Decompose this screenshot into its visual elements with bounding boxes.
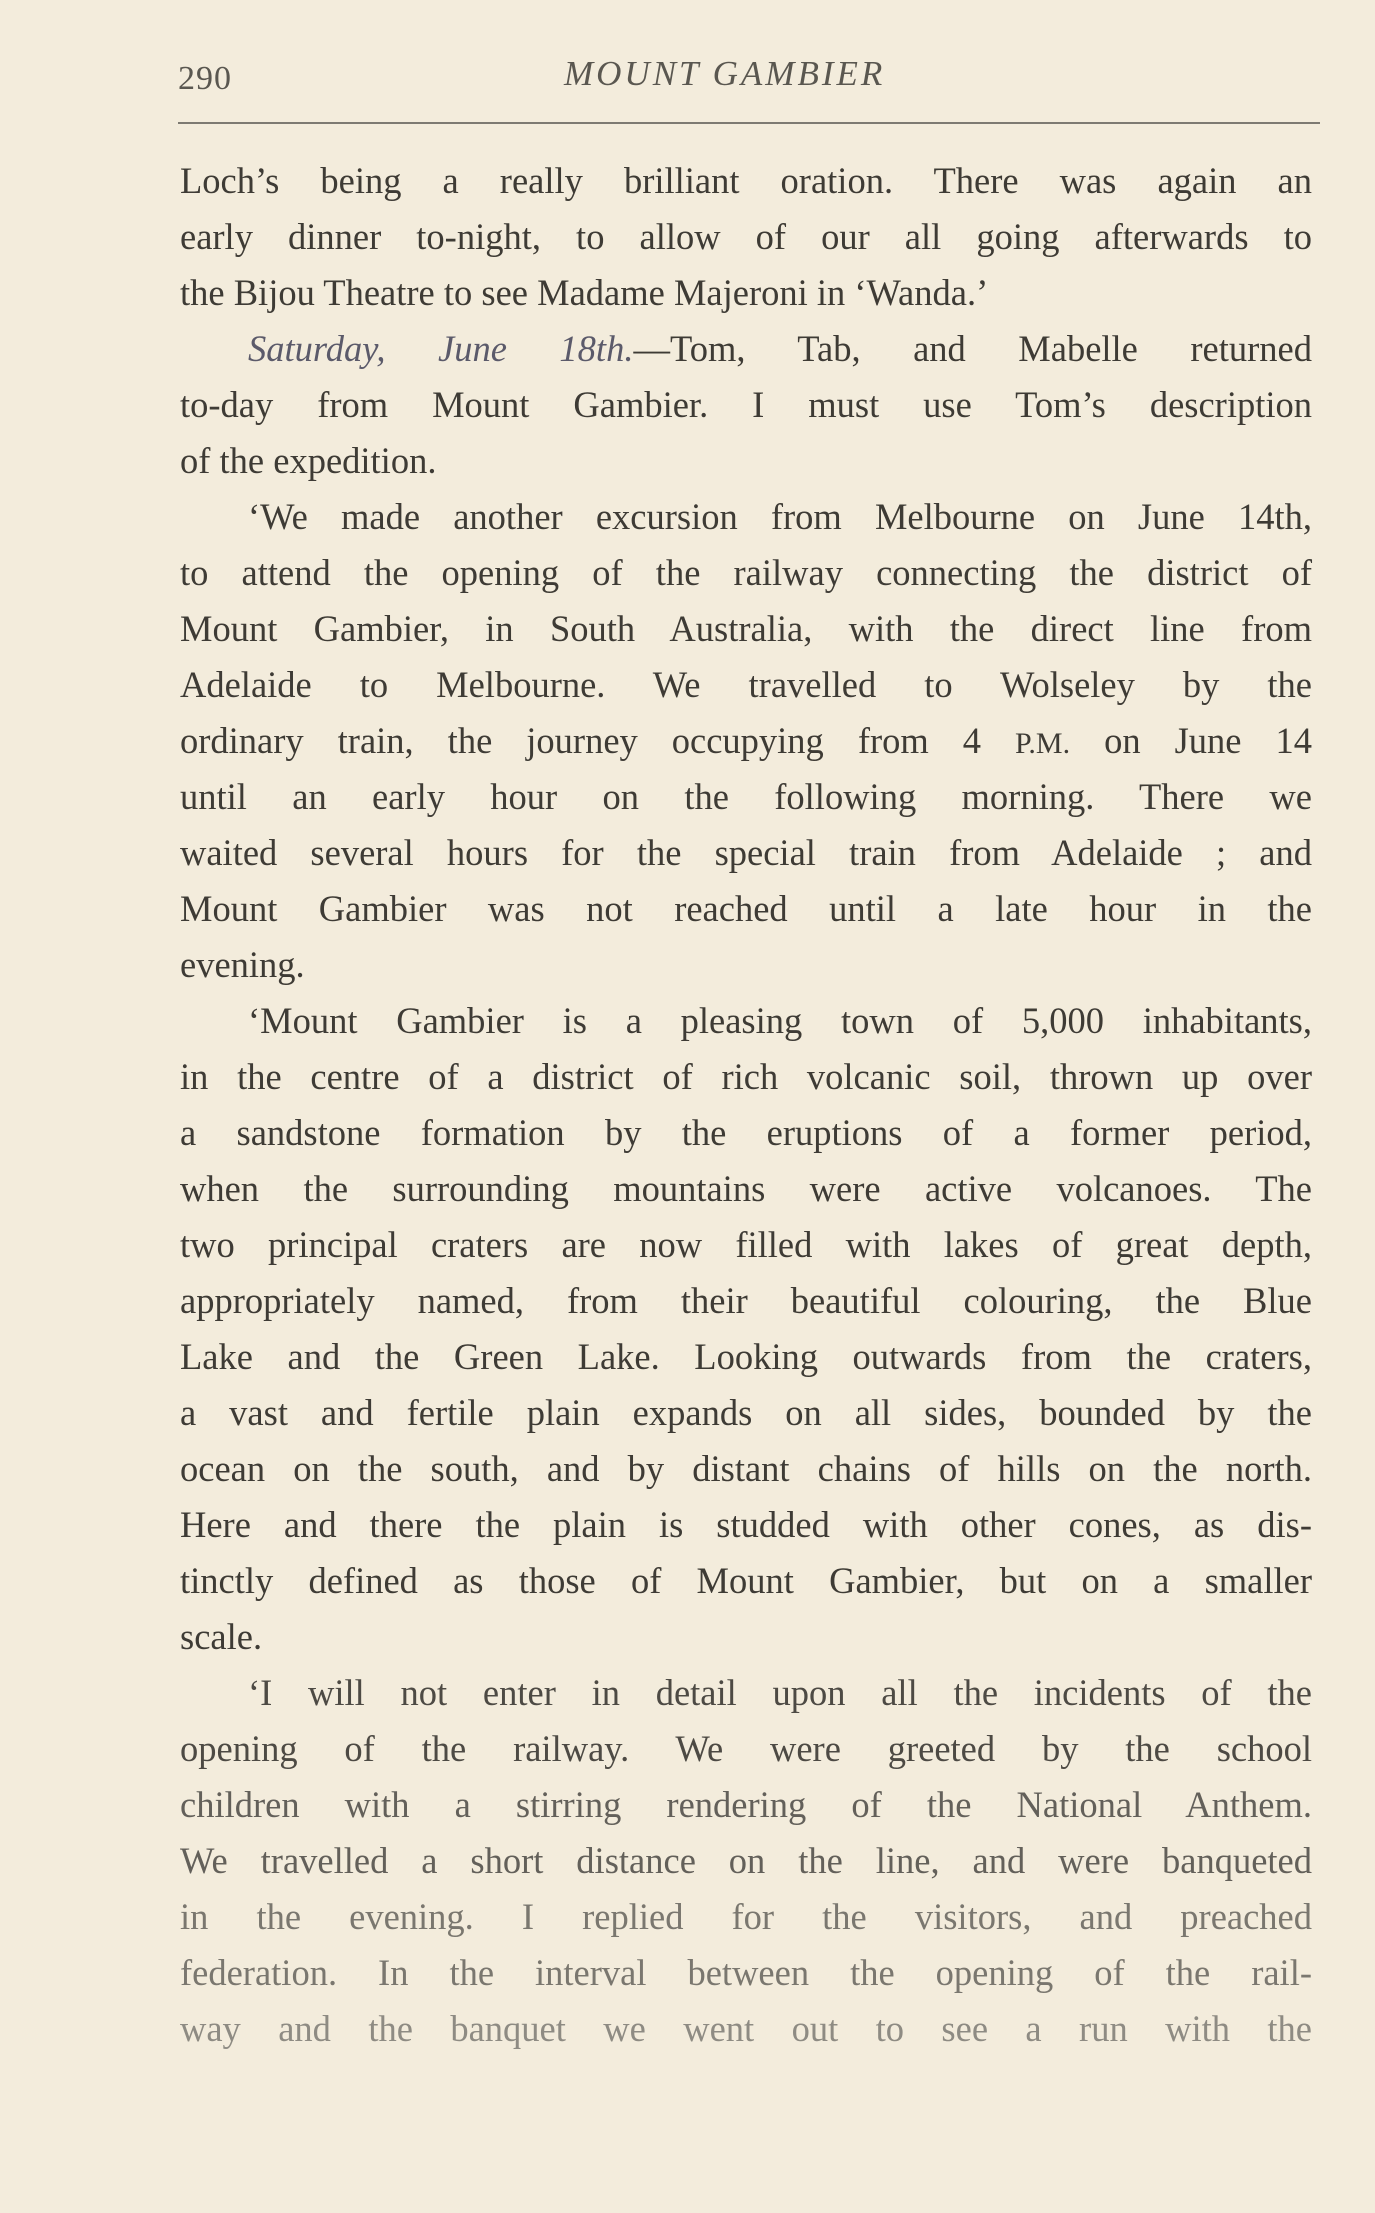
text-fragment: on June 14 — [1070, 720, 1312, 761]
text-line: Mount Gambier was not reached until a late hour in the — [180, 888, 1312, 929]
text-line: the Bijou Theatre to see Madame Majeroni in ‘Wanda.’ — [180, 272, 989, 313]
text-line: waited several hours for the special train from Adelaide ; and — [180, 832, 1312, 873]
header-rule — [178, 122, 1320, 124]
text-line — [180, 713, 1312, 769]
text-line: scale. — [180, 1616, 263, 1657]
text-line: ocean on the south, and by distant chains of hills on the north. — [180, 1448, 1312, 1489]
text-line: evening. — [180, 944, 305, 985]
text-fragment: ordinary train, the journey occupying from 4 — [180, 720, 1016, 761]
text-line: to attend the opening of the railway connecting the district of — [180, 552, 1312, 593]
running-head — [178, 54, 1320, 102]
text-line — [180, 321, 1312, 377]
text-line: two principal craters are now filled with lakes of great depth, — [180, 1224, 1312, 1265]
text-line: of the expedition. — [180, 440, 437, 481]
text-line: when the surrounding mountains were active volcanoes. The — [180, 1168, 1312, 1209]
body-text — [180, 153, 1312, 2057]
text-line: federation. In the interval between the opening of the rail- — [180, 1952, 1312, 1993]
text-line: to-day from Mount Gambier. I must use Tom’s description — [180, 384, 1312, 425]
text-line: We travelled a short distance on the line, and were banqueted — [180, 1840, 1312, 1881]
diary-date: Saturday, June 18th. — [248, 328, 634, 369]
text-line: way and the banquet we went out to see a run with the — [180, 2008, 1312, 2049]
text-line: in the evening. I replied for the visitors, and preached — [180, 1896, 1312, 1937]
text-line: Here and there the plain is studded with other cones, as dis- — [180, 1504, 1312, 1545]
text-line: Mount Gambier, in South Australia, with the direct line from — [180, 608, 1312, 649]
text-line: a sandstone formation by the eruptions of a former period, — [180, 1112, 1312, 1153]
text-fragment: —Tom, Tab, and Mabelle returned — [633, 328, 1312, 369]
text-line: children with a stirring rendering of the National Anthem. — [180, 1784, 1312, 1825]
text-line: ‘We made another excursion from Melbourne on June 14th, — [248, 496, 1312, 537]
text-line: appropriately named, from their beautiful colouring, the Blue — [180, 1280, 1312, 1321]
text-line: opening of the railway. We were greeted by the school — [180, 1728, 1312, 1769]
text-line: tinctly defined as those of Mount Gambier, but on a smaller — [180, 1560, 1312, 1601]
time-abbreviation: P.M. — [1015, 727, 1071, 760]
text-line: ‘I will not enter in detail upon all the incidents of the — [248, 1672, 1312, 1713]
text-line: early dinner to-night, to allow of our all going afterwards to — [180, 216, 1312, 257]
text-line: in the centre of a district of rich volcanic soil, thrown up over — [180, 1056, 1312, 1097]
running-title: MOUNT GAMBIER — [564, 54, 886, 93]
text-line: Lake and the Green Lake. Looking outwards from the craters, — [180, 1336, 1312, 1377]
text-line: Loch’s being a really brilliant oration. There was again an — [180, 160, 1312, 201]
text-line: Adelaide to Melbourne. We travelled to Wolseley by the — [180, 664, 1312, 705]
text-line: ‘Mount Gambier is a pleasing town of 5,000 inhabitants, — [248, 1000, 1312, 1041]
page-number: 290 — [178, 60, 232, 97]
text-line: until an early hour on the following morning. There we — [180, 776, 1312, 817]
text-line: a vast and fertile plain expands on all sides, bounded by the — [180, 1392, 1312, 1433]
